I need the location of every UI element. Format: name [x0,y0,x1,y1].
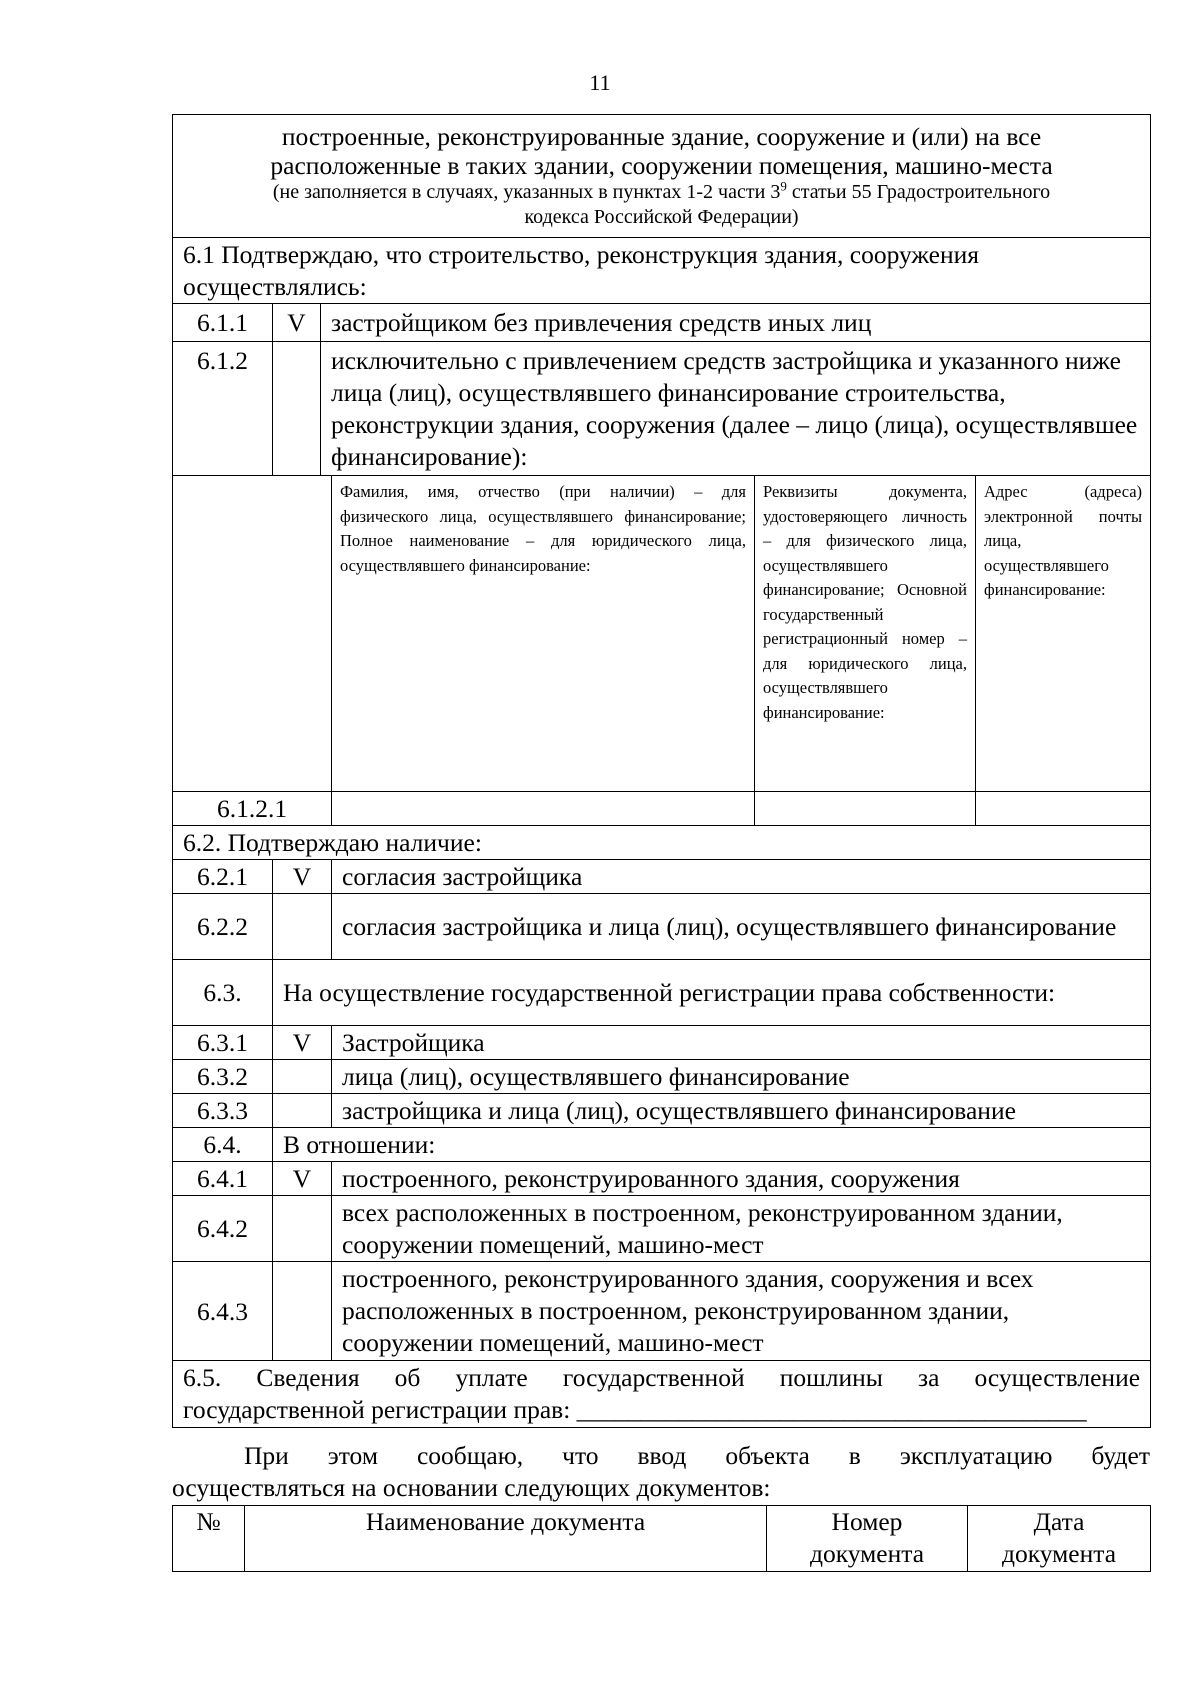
s63-r2-text: лица (лиц), осуществлявшего финансирование [332,1060,1151,1094]
s63-r3-text: застройщика и лица (лиц), осуществлявшего финансирование [332,1094,1151,1128]
paragraph-line2: осуществляться на основании следующих документов: [172,1473,771,1502]
s61-r3-col1-input[interactable] [332,792,755,826]
s64-r2-num: 6.4.2 [173,1196,273,1262]
s62-r1-mark[interactable]: V [273,860,332,894]
s61-cols-spacer [173,476,332,792]
s62-r1-num: 6.2.1 [173,860,273,894]
s65-line1: 6.5. Сведения об уплате государственной пошлины за осуществление [183,1363,1141,1392]
s61-r1-text: застройщиком без привлечения средств иных лиц [321,304,1151,342]
s65-fee-blank[interactable]: ________________________________________ [576,1395,1087,1424]
header-note-c: кодекса Российской Федерации) [524,206,799,228]
s64-r3-text: построенного, реконструированного здания, сооружения и всех расположенных в построенном, реконструированном здании, сооружении помещений, машино-мест [332,1262,1151,1361]
doc-col-docnum-header: Номер документа [767,1506,968,1572]
header-line1: построенные, реконструированные здание, сооружение и (или) на все [281,122,1042,151]
header-line2: расположенные в таких здании, сооружении помещения, машино-места [270,151,1053,180]
doc-col-date-header: Дата документа [968,1506,1151,1572]
header-note-a: (не заполняется в случаях, указанных в пунктах 1-2 части 3 [272,181,781,203]
s61-r2-mark[interactable] [273,342,321,476]
section-header [173,115,1151,238]
s63-num: 6.3. [173,960,273,1026]
s61-col3-header: Адрес (адреса) электронной почты лица, осуществлявшего финансирование: [976,476,1151,792]
s61-title: 6.1 Подтверждаю, что строительство, реконструкция здания, сооружения осуществлялись: [173,238,1151,304]
s63-r2-mark[interactable] [273,1060,332,1094]
s64-title: В отношении: [273,1128,1151,1162]
paragraph [172,1440,1150,1504]
s63-r1-text: Застройщика [332,1026,1151,1060]
documents-table [172,1505,1151,1572]
doc-col-name-header: Наименование документа [245,1506,767,1572]
header-note-sup: 9 [780,178,787,194]
paragraph-line1: При этом сообщаю, что ввод объекта в эксплуатацию будет [244,1441,1150,1470]
s61-r2-num: 6.1.2 [173,342,273,476]
s62-r1-text: согласия застройщика [332,860,1151,894]
s61-r1-mark[interactable]: V [273,304,321,342]
page-number: 11 [589,70,611,95]
s61-col1-header: Фамилия, имя, отчество (при наличии) – для физического лица, осуществлявшего финансирование; Полное наименование – для юридического лица, осуществлявшего финансирование: [332,476,755,792]
s64-r2-mark[interactable] [273,1196,332,1262]
s63-r3-num: 6.3.3 [173,1094,273,1128]
s64-r2-text: всех расположенных в построенном, реконструированном здании, сооружении помещений, машино-мест [332,1196,1151,1262]
s64-r3-num: 6.4.3 [173,1262,273,1361]
s64-r1-num: 6.4.1 [173,1162,273,1196]
s61-r3-num: 6.1.2.1 [173,792,332,826]
s63-r1-num: 6.3.1 [173,1026,273,1060]
s64-r3-mark[interactable] [273,1262,332,1361]
s61-r2-text: исключительно с привлечением средств застройщика и указанного ниже лица (лиц), осуществлявшего финансирование строительства, реконструкции здания, сооружения (далее – лицо (лица), осуществлявшее финансирование): [321,342,1151,476]
header-note-b: статьи 55 Градостроительного [786,181,1051,203]
s63-r1-mark[interactable]: V [273,1026,332,1060]
s63-title: На осуществление государственной регистрации права собственности: [273,960,1151,1026]
s62-r2-mark[interactable] [273,894,332,960]
s63-r3-mark[interactable] [273,1094,332,1128]
s64-num: 6.4. [173,1128,273,1162]
s61-r1-num: 6.1.1 [173,304,273,342]
s61-r3-col3-input[interactable] [976,792,1151,826]
s61-r3-col2-input[interactable] [755,792,976,826]
s63-r2-num: 6.3.2 [173,1060,273,1094]
s62-title: 6.2. Подтверждаю наличие: [173,826,1151,860]
s61-col2-header: Реквизиты документа, удостоверяющего личность – для физического лица, осуществлявшего финансирование; Основной государственный регистрационный номер – для юридического лица, осуществлявшего финансирование: [755,476,976,792]
s65-block [173,1361,1151,1428]
s62-r2-num: 6.2.2 [173,894,273,960]
s64-r1-text: построенного, реконструированного здания, сооружения [332,1162,1151,1196]
s65-line2: государственной регистрации прав: [183,1395,577,1424]
doc-col-number-header: № [173,1506,245,1572]
s64-r1-mark[interactable]: V [273,1162,332,1196]
main-form-table [172,114,1151,1428]
s62-r2-text: согласия застройщика и лица (лиц), осуществлявшего финансирование [332,894,1151,960]
